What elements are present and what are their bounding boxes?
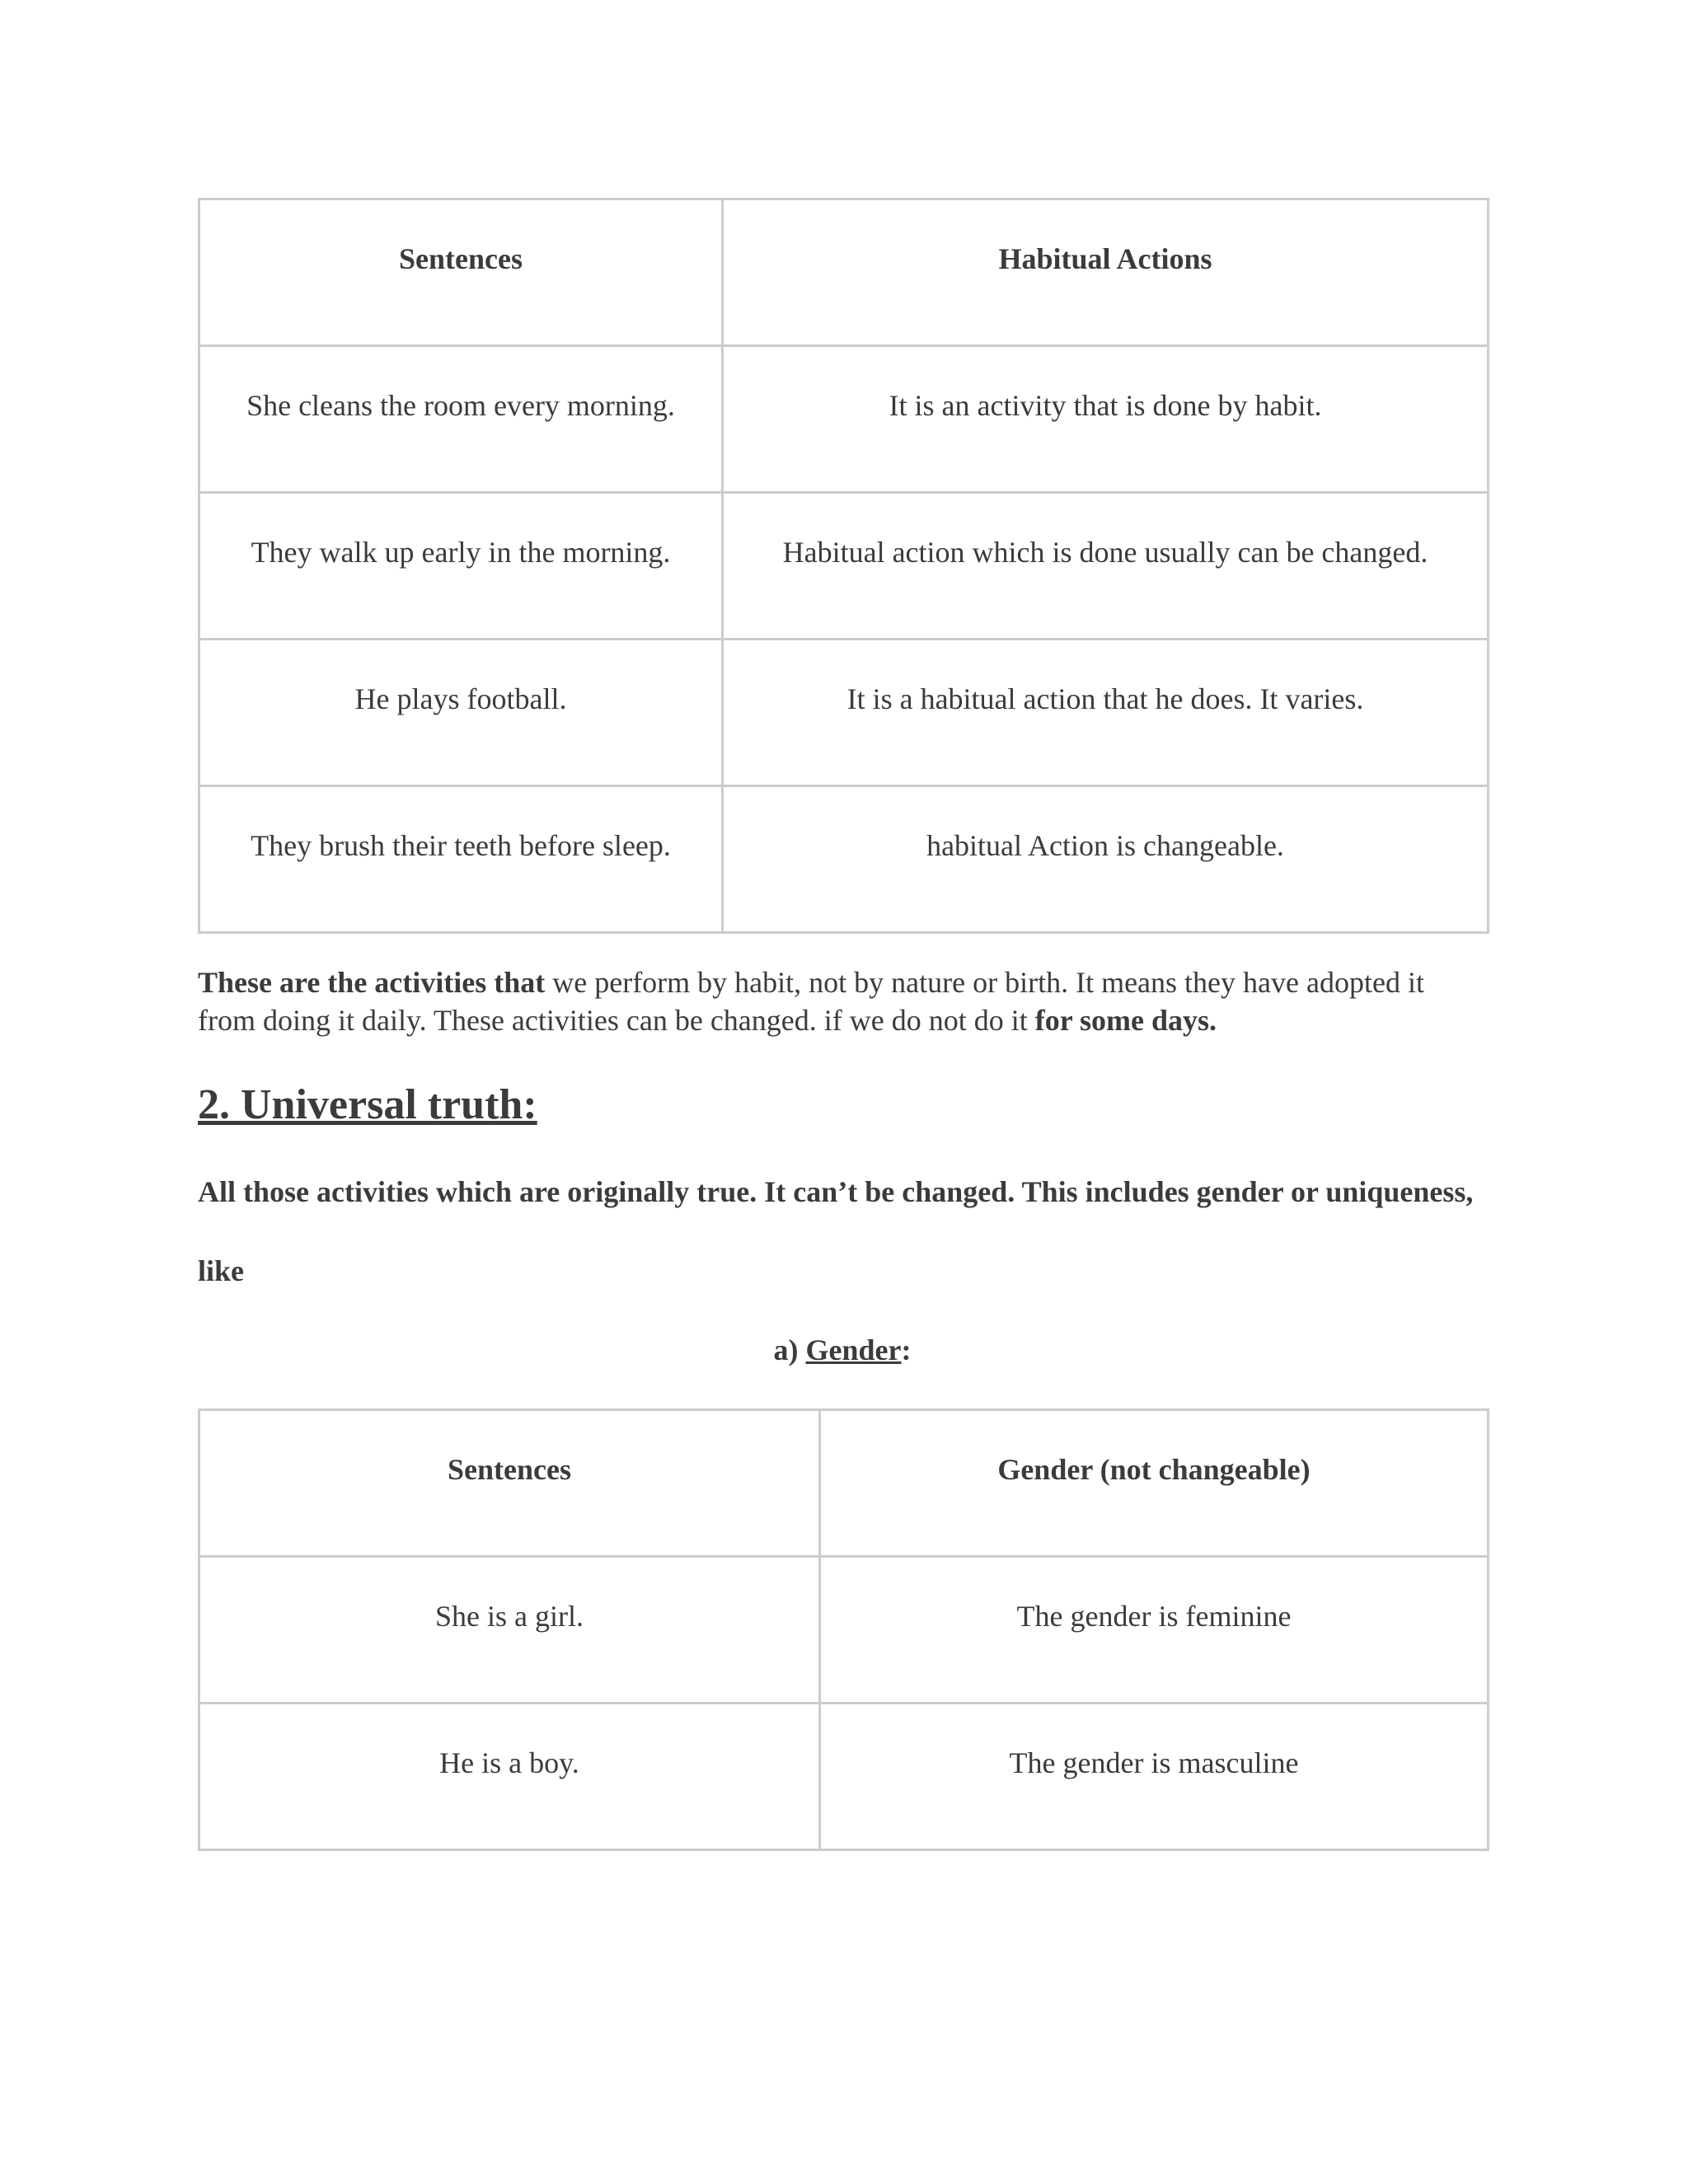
- habitual-actions-table: [198, 198, 1489, 934]
- subheading-prefix: a): [773, 1333, 806, 1366]
- subheading-suffix: :: [901, 1333, 912, 1366]
- table-cell: habitual Action is changeable.: [723, 786, 1489, 933]
- table-cell: They brush their teeth before sleep.: [199, 786, 723, 933]
- section-intro-line: All those activities which are originally true. It can’t be changed. This includes gender or uniqueness,: [198, 1175, 1474, 1208]
- subheading-label: Gender: [805, 1333, 902, 1366]
- paragraph-body: we perform by habit, not by nature or birth. It means they have adopted it from doing it daily. These activities can be changed. if we do not do it: [198, 966, 1424, 1037]
- table-row: [199, 1704, 1489, 1850]
- table-cell: He plays football.: [199, 640, 723, 786]
- section-heading: 2. Universal truth:: [198, 1081, 537, 1128]
- table-cell: Habitual action which is done usually can be changed.: [723, 493, 1489, 640]
- column-header: Sentences: [199, 199, 723, 346]
- table-header-row: [199, 199, 1489, 346]
- table-cell: She is a girl.: [199, 1557, 820, 1704]
- column-header: Habitual Actions: [723, 199, 1489, 346]
- table-row: [199, 786, 1489, 933]
- column-header: Gender (not changeable): [820, 1410, 1489, 1557]
- table-cell: It is a habitual action that he does. It varies.: [723, 640, 1489, 786]
- gender-subheading: [198, 1331, 1487, 1369]
- table-row: [199, 640, 1489, 786]
- document-page: [198, 198, 1487, 1851]
- table-row: [199, 346, 1489, 493]
- table-row: [199, 1557, 1489, 1704]
- paragraph-bold-end: for some days.: [1034, 1004, 1217, 1037]
- section-intro-continuation: like: [198, 1254, 245, 1287]
- gender-table: [198, 1408, 1489, 1851]
- table-cell: It is an activity that is done by habit.: [723, 346, 1489, 493]
- table-header-row: [199, 1410, 1489, 1557]
- table-cell: The gender is masculine: [820, 1704, 1489, 1850]
- habitual-description-paragraph: [198, 963, 1487, 1039]
- table-cell: The gender is feminine: [820, 1557, 1489, 1704]
- table-row: [199, 493, 1489, 640]
- table-cell: They walk up early in the morning.: [199, 493, 723, 640]
- paragraph-bold-start: These are the activities that: [198, 966, 546, 999]
- table-cell: She cleans the room every morning.: [199, 346, 723, 493]
- table-cell: He is a boy.: [199, 1704, 820, 1850]
- column-header: Sentences: [199, 1410, 820, 1557]
